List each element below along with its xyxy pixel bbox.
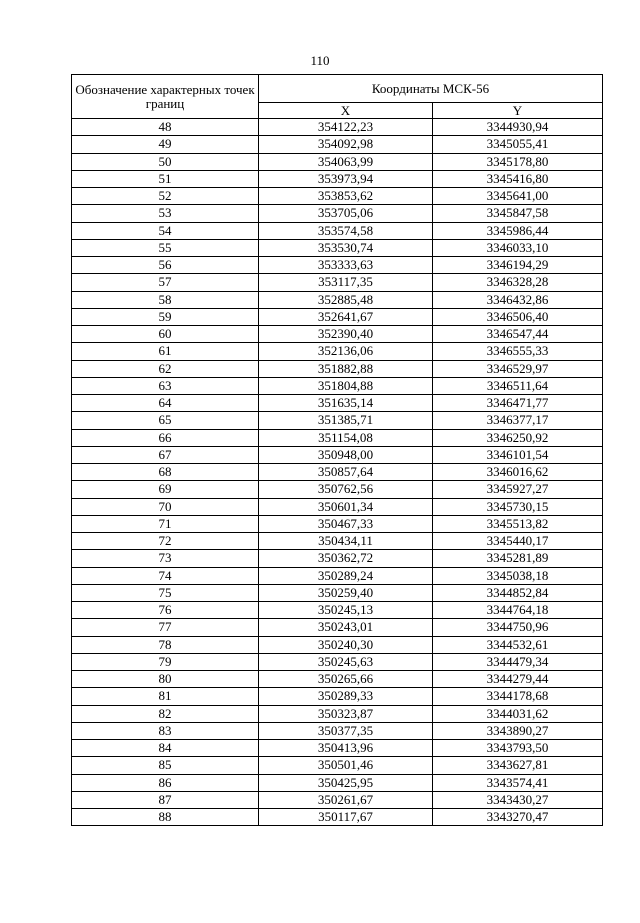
point-number-cell: 60 xyxy=(72,326,259,343)
x-coordinate-cell: 350289,24 xyxy=(259,567,433,584)
table-row xyxy=(72,619,603,636)
y-coordinate-cell: 3344479,34 xyxy=(433,653,603,670)
y-coordinate-cell: 3345847,58 xyxy=(433,205,603,222)
table-row xyxy=(72,377,603,394)
table-row xyxy=(72,119,603,136)
point-number-cell: 57 xyxy=(72,274,259,291)
x-coordinate-cell: 350948,00 xyxy=(259,446,433,463)
point-number-cell: 82 xyxy=(72,705,259,722)
point-number-cell: 86 xyxy=(72,774,259,791)
point-number-cell: 52 xyxy=(72,188,259,205)
y-coordinate-cell: 3343793,50 xyxy=(433,740,603,757)
y-coordinate-cell: 3346506,40 xyxy=(433,308,603,325)
y-coordinate-cell: 3345055,41 xyxy=(433,136,603,153)
point-number-cell: 65 xyxy=(72,412,259,429)
table-row xyxy=(72,498,603,515)
table-row xyxy=(72,308,603,325)
table-row xyxy=(72,170,603,187)
table-row xyxy=(72,257,603,274)
point-number-cell: 51 xyxy=(72,170,259,187)
y-coordinate-cell: 3346432,86 xyxy=(433,291,603,308)
table-row xyxy=(72,740,603,757)
x-coordinate-cell: 350377,35 xyxy=(259,722,433,739)
point-number-cell: 54 xyxy=(72,222,259,239)
table-row xyxy=(72,343,603,360)
point-number-cell: 64 xyxy=(72,395,259,412)
x-coordinate-cell: 350261,67 xyxy=(259,791,433,808)
x-coordinate-cell: 350501,46 xyxy=(259,757,433,774)
point-number-cell: 88 xyxy=(72,809,259,826)
x-coordinate-cell: 350289,33 xyxy=(259,688,433,705)
x-coordinate-cell: 350240,30 xyxy=(259,636,433,653)
table-row xyxy=(72,550,603,567)
x-column-header: X xyxy=(259,103,433,119)
table-row xyxy=(72,274,603,291)
point-number-cell: 79 xyxy=(72,653,259,670)
table-row xyxy=(72,326,603,343)
table-row xyxy=(72,395,603,412)
y-coordinate-cell: 3343627,81 xyxy=(433,757,603,774)
x-coordinate-cell: 350362,72 xyxy=(259,550,433,567)
point-designation-header: Обозначение характерных точек границ xyxy=(72,75,259,119)
y-coordinate-cell: 3346377,17 xyxy=(433,412,603,429)
y-coordinate-cell: 3346511,64 xyxy=(433,377,603,394)
y-coordinate-cell: 3346033,10 xyxy=(433,239,603,256)
y-coordinate-cell: 3344532,61 xyxy=(433,636,603,653)
y-coordinate-cell: 3343270,47 xyxy=(433,809,603,826)
point-number-cell: 70 xyxy=(72,498,259,515)
y-coordinate-cell: 3346194,29 xyxy=(433,257,603,274)
point-number-cell: 67 xyxy=(72,446,259,463)
x-coordinate-cell: 353574,58 xyxy=(259,222,433,239)
y-coordinate-cell: 3346547,44 xyxy=(433,326,603,343)
x-coordinate-cell: 350117,67 xyxy=(259,809,433,826)
x-coordinate-cell: 353117,35 xyxy=(259,274,433,291)
x-coordinate-cell: 350601,34 xyxy=(259,498,433,515)
x-coordinate-cell: 352885,48 xyxy=(259,291,433,308)
table-row xyxy=(72,757,603,774)
point-number-cell: 87 xyxy=(72,791,259,808)
table-row xyxy=(72,705,603,722)
table-row xyxy=(72,688,603,705)
y-coordinate-cell: 3344930,94 xyxy=(433,119,603,136)
point-number-cell: 74 xyxy=(72,567,259,584)
point-number-cell: 71 xyxy=(72,515,259,532)
y-coordinate-cell: 3343574,41 xyxy=(433,774,603,791)
x-coordinate-cell: 350413,96 xyxy=(259,740,433,757)
table-row xyxy=(72,136,603,153)
y-coordinate-cell: 3345178,80 xyxy=(433,153,603,170)
x-coordinate-cell: 351635,14 xyxy=(259,395,433,412)
y-coordinate-cell: 3344852,84 xyxy=(433,584,603,601)
point-number-cell: 68 xyxy=(72,464,259,481)
x-coordinate-cell: 350434,11 xyxy=(259,533,433,550)
y-coordinate-cell: 3345986,44 xyxy=(433,222,603,239)
table-row xyxy=(72,584,603,601)
x-coordinate-cell: 353973,94 xyxy=(259,170,433,187)
point-number-cell: 73 xyxy=(72,550,259,567)
x-coordinate-cell: 350467,33 xyxy=(259,515,433,532)
x-coordinate-cell: 351804,88 xyxy=(259,377,433,394)
y-coordinate-cell: 3345641,00 xyxy=(433,188,603,205)
table-row xyxy=(72,153,603,170)
x-coordinate-cell: 352136,06 xyxy=(259,343,433,360)
table-row xyxy=(72,533,603,550)
point-number-cell: 63 xyxy=(72,377,259,394)
x-coordinate-cell: 350245,13 xyxy=(259,602,433,619)
y-coordinate-cell: 3346328,28 xyxy=(433,274,603,291)
y-coordinate-cell: 3344031,62 xyxy=(433,705,603,722)
y-coordinate-cell: 3345038,18 xyxy=(433,567,603,584)
x-coordinate-cell: 350425,95 xyxy=(259,774,433,791)
x-coordinate-cell: 350243,01 xyxy=(259,619,433,636)
x-coordinate-cell: 350265,66 xyxy=(259,671,433,688)
page-number: 110 xyxy=(310,53,330,68)
point-number-cell: 75 xyxy=(72,584,259,601)
table-row xyxy=(72,515,603,532)
table-row xyxy=(72,481,603,498)
x-coordinate-cell: 354092,98 xyxy=(259,136,433,153)
point-number-cell: 80 xyxy=(72,671,259,688)
table-row xyxy=(72,205,603,222)
table-body xyxy=(72,119,603,826)
table-row xyxy=(72,567,603,584)
point-number-cell: 61 xyxy=(72,343,259,360)
x-coordinate-cell: 354122,23 xyxy=(259,119,433,136)
table-row xyxy=(72,239,603,256)
point-number-cell: 85 xyxy=(72,757,259,774)
x-coordinate-cell: 350762,56 xyxy=(259,481,433,498)
point-number-cell: 83 xyxy=(72,722,259,739)
x-coordinate-cell: 353530,74 xyxy=(259,239,433,256)
x-coordinate-cell: 350857,64 xyxy=(259,464,433,481)
y-coordinate-cell: 3346101,54 xyxy=(433,446,603,463)
table-row xyxy=(72,602,603,619)
table-row xyxy=(72,291,603,308)
x-coordinate-cell: 352641,67 xyxy=(259,308,433,325)
point-number-cell: 76 xyxy=(72,602,259,619)
table-row xyxy=(72,446,603,463)
point-number-cell: 66 xyxy=(72,429,259,446)
y-coordinate-cell: 3346555,33 xyxy=(433,343,603,360)
x-coordinate-cell: 351882,88 xyxy=(259,360,433,377)
x-coordinate-cell: 350323,87 xyxy=(259,705,433,722)
y-coordinate-cell: 3344178,68 xyxy=(433,688,603,705)
y-coordinate-cell: 3345513,82 xyxy=(433,515,603,532)
table-row xyxy=(72,464,603,481)
table-row xyxy=(72,671,603,688)
table-row xyxy=(72,429,603,446)
table-row xyxy=(72,360,603,377)
table-row xyxy=(72,653,603,670)
table-row xyxy=(72,791,603,808)
y-coordinate-cell: 3346471,77 xyxy=(433,395,603,412)
point-number-cell: 62 xyxy=(72,360,259,377)
table-row xyxy=(72,222,603,239)
y-coordinate-cell: 3345281,89 xyxy=(433,550,603,567)
x-coordinate-cell: 353333,63 xyxy=(259,257,433,274)
point-number-cell: 53 xyxy=(72,205,259,222)
x-coordinate-cell: 353853,62 xyxy=(259,188,433,205)
y-coordinate-cell: 3346529,97 xyxy=(433,360,603,377)
point-number-cell: 50 xyxy=(72,153,259,170)
x-coordinate-cell: 351385,71 xyxy=(259,412,433,429)
y-coordinate-cell: 3345416,80 xyxy=(433,170,603,187)
point-number-cell: 84 xyxy=(72,740,259,757)
point-number-cell: 72 xyxy=(72,533,259,550)
y-coordinate-cell: 3345440,17 xyxy=(433,533,603,550)
y-coordinate-cell: 3346250,92 xyxy=(433,429,603,446)
coordinates-system-header: Координаты МСК-56 xyxy=(259,75,603,103)
y-coordinate-cell: 3344279,44 xyxy=(433,671,603,688)
y-coordinate-cell: 3345927,27 xyxy=(433,481,603,498)
table-header xyxy=(72,75,603,119)
point-number-cell: 81 xyxy=(72,688,259,705)
y-coordinate-cell: 3346016,62 xyxy=(433,464,603,481)
point-number-cell: 56 xyxy=(72,257,259,274)
table-row xyxy=(72,636,603,653)
table-row xyxy=(72,412,603,429)
y-coordinate-cell: 3344764,18 xyxy=(433,602,603,619)
point-number-cell: 77 xyxy=(72,619,259,636)
y-coordinate-cell: 3344750,96 xyxy=(433,619,603,636)
point-number-cell: 49 xyxy=(72,136,259,153)
coordinates-table xyxy=(71,74,603,826)
point-number-cell: 58 xyxy=(72,291,259,308)
y-column-header: Y xyxy=(433,103,603,119)
table-row xyxy=(72,809,603,826)
x-coordinate-cell: 353705,06 xyxy=(259,205,433,222)
point-number-cell: 48 xyxy=(72,119,259,136)
y-coordinate-cell: 3343430,27 xyxy=(433,791,603,808)
point-number-cell: 69 xyxy=(72,481,259,498)
table-row xyxy=(72,774,603,791)
point-number-cell: 78 xyxy=(72,636,259,653)
y-coordinate-cell: 3345730,15 xyxy=(433,498,603,515)
x-coordinate-cell: 350245,63 xyxy=(259,653,433,670)
x-coordinate-cell: 354063,99 xyxy=(259,153,433,170)
x-coordinate-cell: 350259,40 xyxy=(259,584,433,601)
table-row xyxy=(72,722,603,739)
point-number-cell: 59 xyxy=(72,308,259,325)
x-coordinate-cell: 352390,40 xyxy=(259,326,433,343)
table-row xyxy=(72,188,603,205)
point-number-cell: 55 xyxy=(72,239,259,256)
y-coordinate-cell: 3343890,27 xyxy=(433,722,603,739)
x-coordinate-cell: 351154,08 xyxy=(259,429,433,446)
